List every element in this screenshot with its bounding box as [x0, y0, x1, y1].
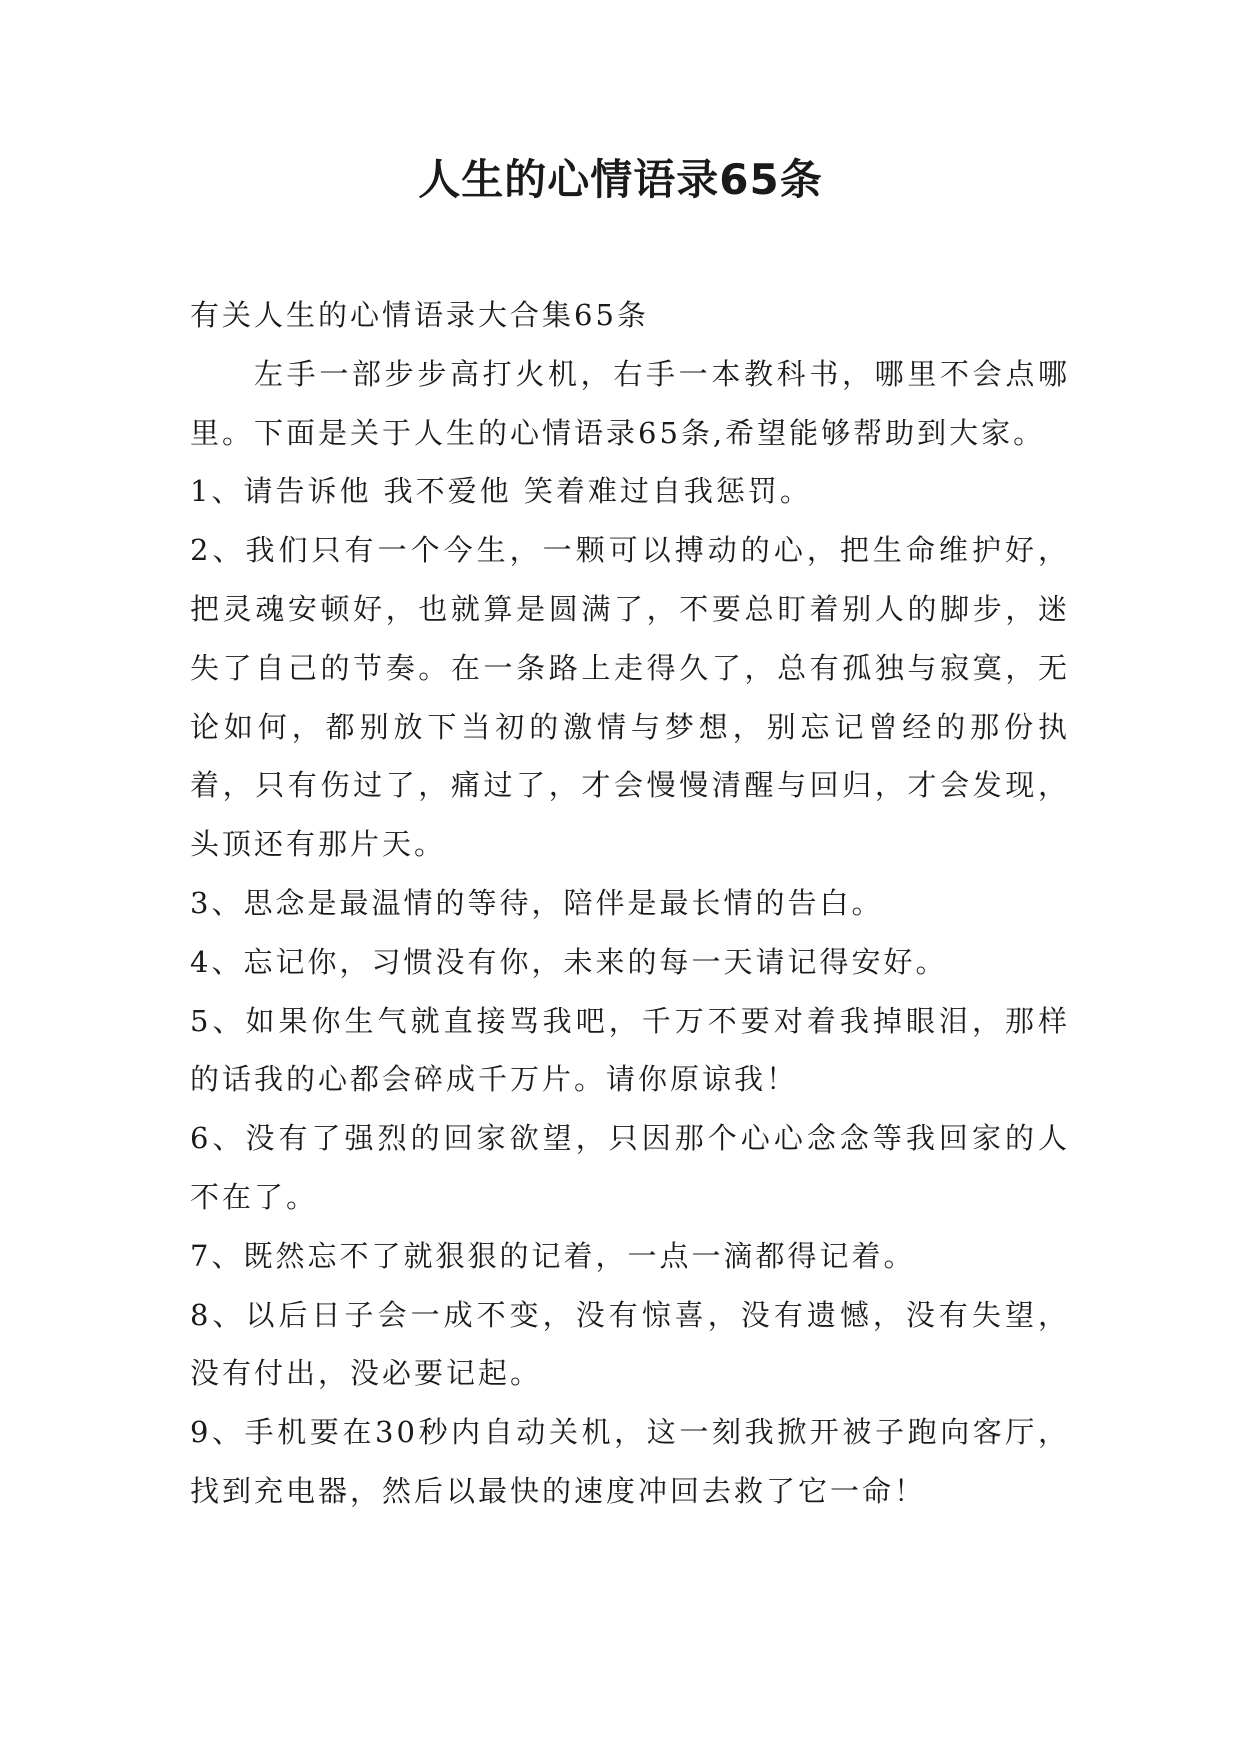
list-item: 1、请告诉他 我不爱他 笑着难过自我惩罚。: [190, 474, 812, 509]
document-body: [190, 286, 1070, 1521]
document-subtitle: 有关人生的心情语录大合集65条: [190, 298, 649, 332]
document-title: 人生的心情语录65条: [418, 155, 823, 204]
list-item: 5、如果你生气就直接骂我吧，千万不要对着我掉眼泪，那样的话我的心都会碎成千万片。请你原谅我！: [190, 1003, 1070, 1097]
list-item: 6、没有了强烈的回家欲望，只因那个心心念念等我回家的人不在了。: [190, 1121, 1070, 1214]
list-item: 7、既然忘不了就狠狠的记着，一点一滴都得记着。: [190, 1238, 916, 1273]
list-item: 3、思念是最温情的等待，陪伴是最长情的告白。: [190, 885, 884, 920]
list-item: 2、我们只有一个今生，一颗可以搏动的心，把生命维护好，把灵魂安顿好，也就算是圆满了，不要总盯着别人的脚步，迷失了自己的节奏。在一条路上走得久了，总有孤独与寂寞，无论如何，都别放下当初的激情与梦想，别忘记曾经的那份执着，只有伤过了，痛过了，才会慢慢清醒与回归，才会发现，头顶还有那片天。: [190, 533, 1070, 862]
list-item: 9、手机要在30秒内自动关机，这一刻我掀开被子跑向客厅，找到充电器，然后以最快的速度冲回去救了它一命！: [190, 1415, 1070, 1508]
intro-paragraph: 左手一部步步高打火机，右手一本教科书，哪里不会点哪里。下面是关于人生的心情语录65条,希望能够帮助到大家。: [190, 356, 1070, 450]
list-item: 4、忘记你，习惯没有你，未来的每一天请记得安好。: [190, 944, 948, 979]
list-item: 8、以后日子会一成不变，没有惊喜，没有遗憾，没有失望，没有付出，没必要记起。: [190, 1297, 1070, 1391]
